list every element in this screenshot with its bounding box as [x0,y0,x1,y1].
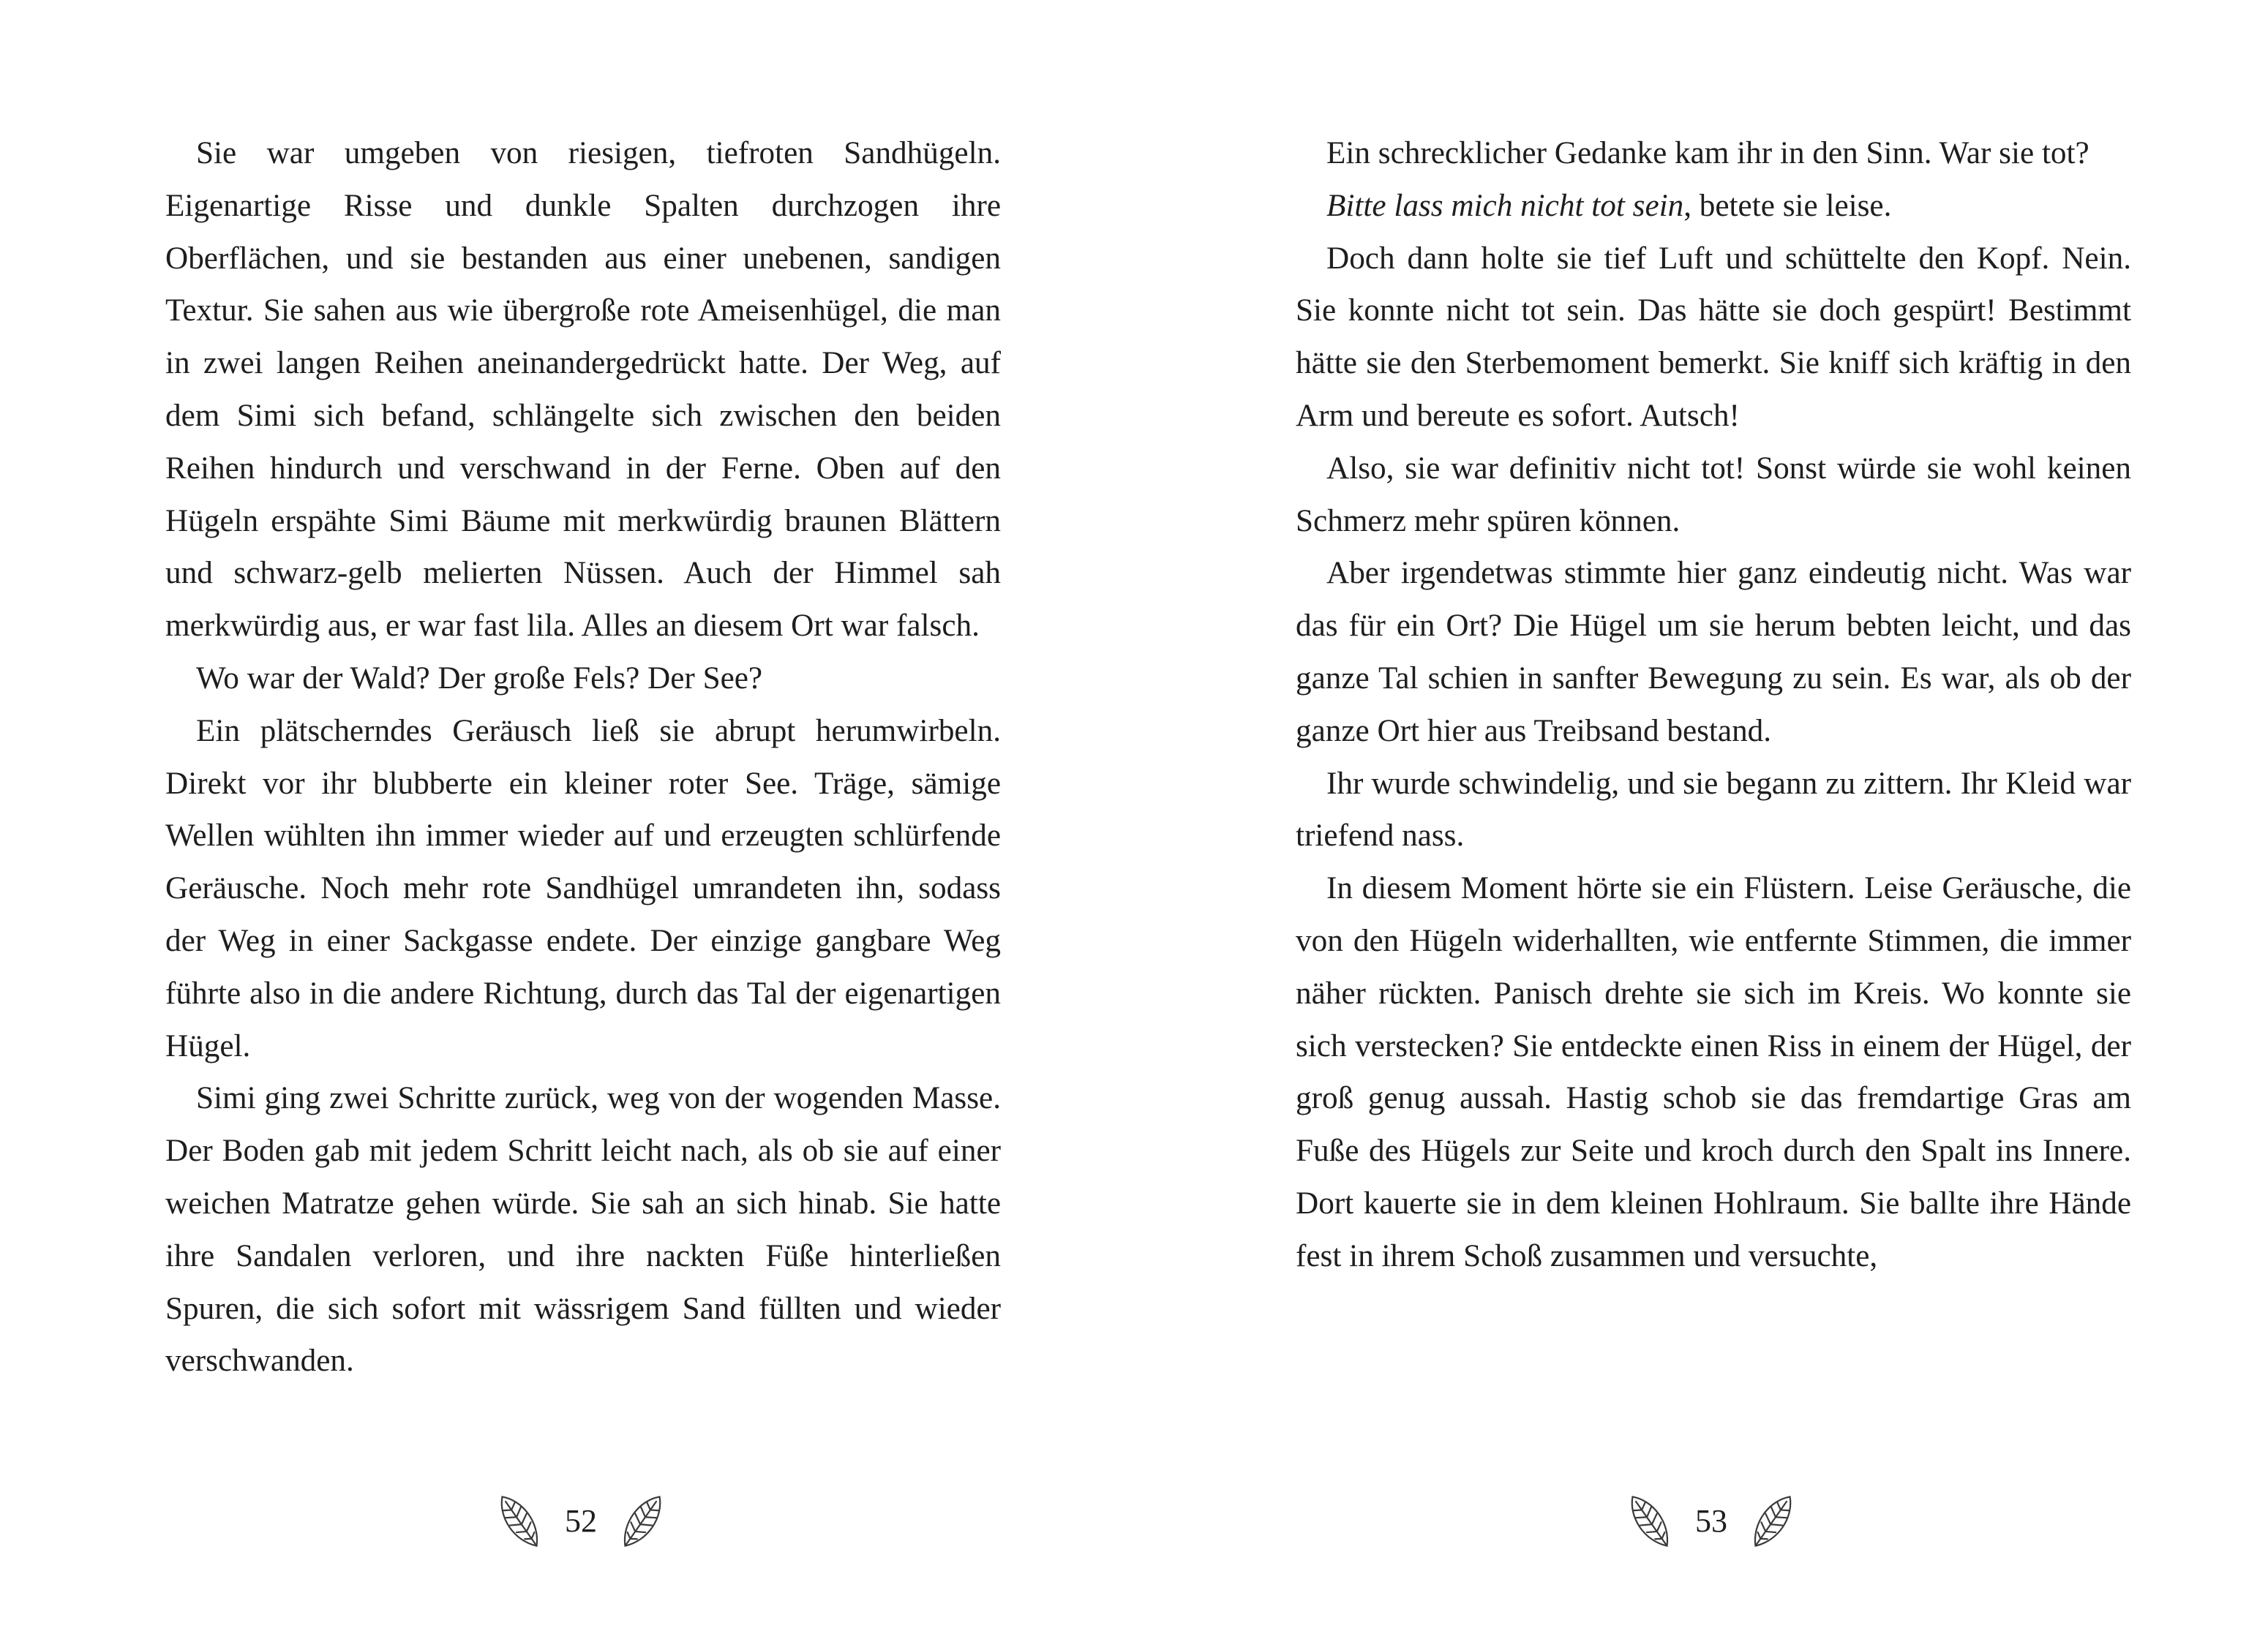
leaf-icon [1628,1488,1672,1554]
paragraph: Aber irgendetwas stimmte hier ganz eindeutig nicht. Was war das für ein Ort? Die Hügel um sie herum bebten leicht, und das ganze Tal schien in sanfter Bewegung zu sein. Es war, als ob der ganze Ort hier aus Treibsand bestand. [1296,556,2131,748]
page-number: 53 [1695,1503,1727,1539]
paragraph: Wo war der Wald? Der große Fels? Der See? [196,660,763,696]
left-page-body [165,127,1001,1387]
leaf-icon [620,1488,664,1554]
paragraph: In diesem Moment hörte sie ein Flüstern. Leise Geräusche, die von den Hügeln widerhallten, wie entfernte Stimmen, die immer näher rückten. Panisch drehte sie sich im Kreis. Wo konnte sie sich verstecken? Sie entdeckte einen Riss in einem der Hügel, der groß genug aussah. Hastig schob sie das fremdartige Gras am Fuße des Hügels zur Seite und kroch durch den Spalt ins Innere. Dort kauerte sie in dem kleinen Hohlraum. Sie ballte ihre Hände fest in ihrem Schoß zusammen und versuchte, [1296,871,2131,1273]
paragraph: Ihr wurde schwindelig, und sie begann zu zittern. Ihr Kleid war triefend nass. [1296,766,2131,854]
paragraph: Doch dann holte sie tief Luft und schüttelte den Kopf. Nein. Sie konnte nicht tot sein. Das hätte sie doch gespürt! Bestimmt hätte sie den Sterbemoment bemerkt. Sie kniff sich kräftig in den Arm und bereute es sofort. Autsch! [1296,241,2131,433]
italic-phrase: Bitte lass mich nicht tot sein [1326,188,1684,223]
paragraph: Ein plätscherndes Geräusch ließ sie abrupt herumwirbeln. Direkt vor ihr blubberte ein kleiner roter See. Träge, sämige Wellen wühlten ihn immer wieder auf und erzeugten schlürfende Geräusche. Noch mehr rote Sandhügel umrandeten ihn, sodass der Weg in einer Sackgasse endete. Der einzige gangbare Weg führte also in die andere Richtung, durch das Tal der eigenartigen Hügel. [165,713,1001,1063]
paragraph: Ein schrecklicher Gedanke kam ihr in den Sinn. War sie tot? [1326,136,2089,170]
paragraph: Also, sie war definitiv nicht tot! Sonst würde sie wohl keinen Schmerz mehr spüren können. [1296,451,2131,538]
leaf-icon [1751,1488,1795,1554]
leaf-icon [497,1488,541,1554]
paragraph: Sie war umgeben von riesigen, tiefroten Sandhügeln. Eigenartige Risse und dunkle Spalten durchzogen ihre Oberflächen, und sie bestanden aus einer unebenen, sandigen Textur. Sie sahen aus wie übergroße rote Ameisenhügel, die man in zwei langen Reihen aneinandergedrückt hatte. Der Weg, auf dem Simi sich befand, schlängelte sich zwischen den beiden Reihen hindurch und verschwand in der Ferne. Oben auf den Hügeln erspähte Simi Bäume mit merkwürdig braunen Blättern und schwarz-gelb melierten Nüssen. Auch der Himmel sah merkwürdig aus, er war fast lila. Alles an diesem Ort war falsch. [165,136,1001,644]
paragraph-rest: , betete sie leise. [1683,188,1892,223]
paragraph: Simi ging zwei Schritte zurück, weg von der wogenden Masse. Der Boden gab mit jedem Schritt leicht nach, als ob sie auf einer weichen Matratze gehen würde. Sie sah an sich hinab. Sie hatte ihre Sandalen verloren, und ihre nackten Füße hinterließen Spuren, die sich sofort mit wässrigem Sand füllten und wieder verschwanden. [165,1081,1001,1379]
right-page-body [1296,127,2131,1283]
page-number-left [497,1485,664,1558]
page-number: 52 [565,1503,597,1539]
page-number-right [1628,1485,1795,1558]
paragraph [1296,180,2131,233]
